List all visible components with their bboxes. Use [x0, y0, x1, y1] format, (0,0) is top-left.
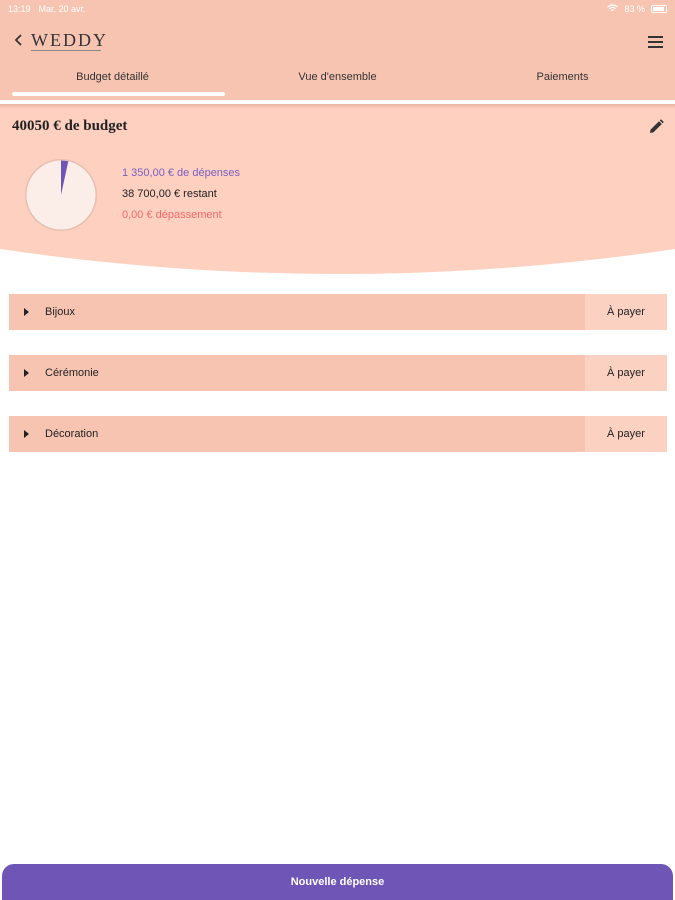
payment-status: À payer	[585, 294, 667, 330]
payment-status: À payer	[585, 416, 667, 452]
category-row-bijoux[interactable]	[9, 294, 667, 330]
category-row-decoration[interactable]	[9, 416, 667, 452]
status-time: 13:19	[8, 4, 31, 14]
chevron-left-icon	[14, 33, 24, 47]
category-name: Cérémonie	[45, 367, 99, 379]
category-row-ceremonie[interactable]	[9, 355, 667, 391]
overrun-amount: 0,00 € dépassement	[122, 209, 222, 221]
edit-budget-button[interactable]	[647, 118, 665, 136]
payment-status: À payer	[585, 355, 667, 391]
app-header	[0, 18, 675, 100]
expand-arrow-icon	[24, 308, 29, 316]
budget-pie-chart	[24, 158, 98, 232]
tab-budget-detaille[interactable]: Budget détaillé	[0, 68, 225, 98]
hamburger-menu-icon[interactable]	[648, 36, 663, 48]
tab-paiements[interactable]: Paiements	[536, 71, 589, 83]
budget-summary-card	[0, 104, 675, 274]
wifi-icon	[607, 4, 618, 14]
battery-percentage: 83 %	[624, 4, 645, 14]
logo-underline	[31, 50, 101, 51]
expand-arrow-icon	[24, 430, 29, 438]
spent-amount: 1 350,00 € de dépenses	[122, 167, 241, 179]
status-date: Mar. 20 avr.	[38, 4, 86, 14]
new-expense-button[interactable]: Nouvelle dépense	[2, 864, 673, 900]
budget-title: 40050 € de budget	[12, 118, 128, 134]
expand-arrow-icon	[24, 369, 29, 377]
category-name: Bijoux	[45, 306, 75, 318]
tab-vue-ensemble[interactable]: Vue d'ensemble	[298, 71, 377, 83]
status-bar	[0, 0, 675, 18]
pencil-icon	[647, 118, 665, 136]
weddy-logo: WEDDY	[31, 30, 108, 50]
category-name: Décoration	[45, 428, 99, 440]
back-button[interactable]	[14, 30, 24, 52]
remaining-amount: 38 700,00 € restant	[122, 188, 217, 200]
battery-icon	[651, 5, 667, 13]
tab-bar	[0, 68, 675, 98]
